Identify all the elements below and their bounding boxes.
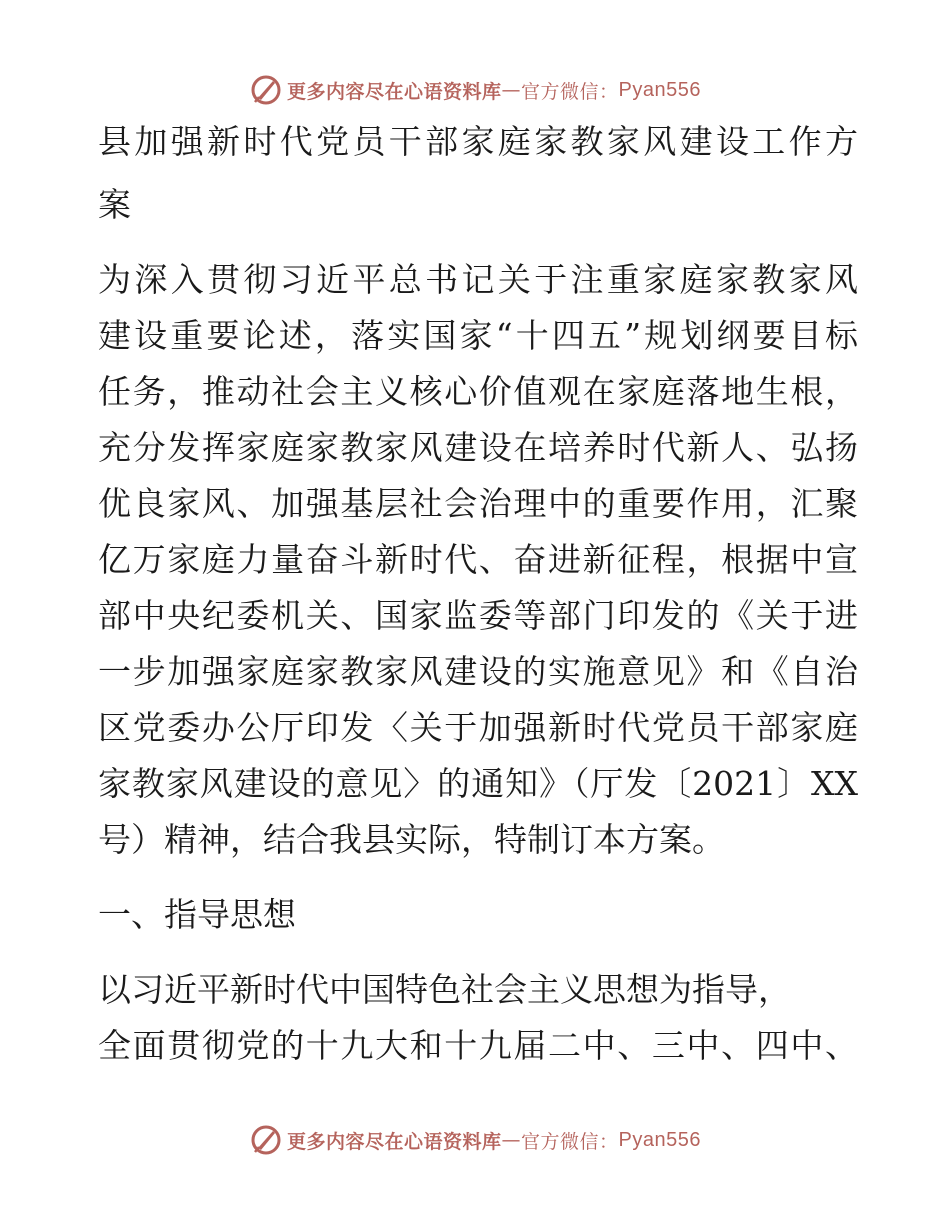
document-title-line-2: 案 [98,185,131,224]
feather-pen-logo-icon [249,1123,283,1157]
watermark-banner-top [0,70,950,110]
intro-line-5: 优良家风、加强基层社会治理中的重要作用，汇聚 [98,484,858,523]
intro-line-8: 一步加强家庭家教家风建设的实施意见》和《自治 [98,652,858,691]
watermark-wechat-label: 官方微信： [521,80,619,103]
watermark-wechat-id: Pyan556 [618,1128,701,1151]
intro-line-1: 为深入贯彻习近平总书记关于注重家庭家教家风 [98,260,858,299]
intro-line-11: 号）精神，结合我县实际，特制订本方案。 [98,820,725,859]
watermark-site-text: 更多内容尽在心语资料库 [287,1130,502,1153]
watermark-site-text: 更多内容尽在心语资料库 [287,80,502,103]
watermark-dash: — [501,1129,522,1151]
intro-line-7: 部中央纪委机关、国家监委等部门印发的《关于进 [98,596,858,635]
section-line-1: 以习近平新时代中国特色社会主义思想为指导， [98,970,791,1009]
watermark-wechat-label: 官方微信： [521,1130,619,1153]
intro-line-2: 建设重要论述，落实国家“十四五”规划纲要目标 [98,316,858,355]
watermark-wechat-id: Pyan556 [618,78,701,101]
intro-line-3: 任务，推动社会主义核心价值观在家庭落地生根， [98,372,858,411]
intro-line-4: 充分发挥家庭家教家风建设在培养时代新人、弘扬 [98,428,858,467]
document-title-line-1: 县加强新时代党员干部家庭家教家风建设工作方 [98,122,858,161]
feather-pen-logo-icon [249,73,283,107]
watermark-dash: — [501,79,522,101]
intro-line-6: 亿万家庭力量奋斗新时代、奋进新征程，根据中宣 [98,540,858,579]
section-line-2: 全面贯彻党的十九大和十九届二中、三中、四中、 [98,1026,858,1065]
watermark-banner-bottom [0,1120,950,1160]
intro-line-9: 区党委办公厅印发〈关于加强新时代党员干部家庭 [98,708,858,747]
section-heading: 一、指导思想 [98,895,296,934]
intro-line-10: 家教家风建设的意见〉的通知》（厅发〔2021〕XX [98,764,858,803]
